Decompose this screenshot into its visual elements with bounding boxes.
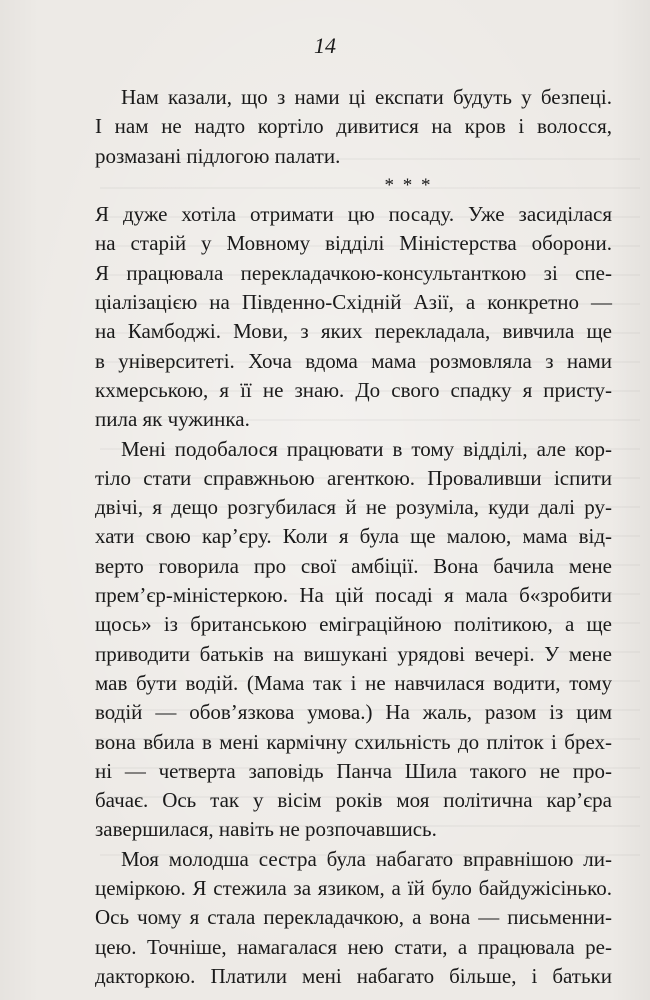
text-line: Нам казали, що з нами ці експати будуть у безпеці. xyxy=(121,85,612,109)
text-line: двічі, я дещо розгубилася й не розуміла, куди далі ру- xyxy=(95,495,612,520)
text-line: цею. Точніше, намагалася нею стати, а працювала ре- xyxy=(95,934,612,959)
text-line: мав бути водій. (Мама так і не навчилася водити, тому xyxy=(95,670,612,695)
text-line: водій — обов’язкова умова.) На жаль, разом із цим xyxy=(95,700,612,725)
text-line: Мені подобалося працювати в тому відділі, але кор- xyxy=(121,436,612,461)
text-line: розмазані підлогою палати. xyxy=(95,143,341,168)
body-text xyxy=(95,83,612,991)
text-line: щось» із британською еміграційною політикою, а ще xyxy=(95,612,612,637)
text-line: прем’єр-міністеркою. На цій посаді я мала б«зробити xyxy=(95,583,612,608)
page-number: 14 xyxy=(314,33,336,58)
text-line: Я працювала перекладачкою-консультанткою зі спе- xyxy=(95,260,612,285)
text-line: Я дуже хотіла отримати цю посаду. Уже засиділася xyxy=(95,202,612,227)
text-line: Моя молодша сестра була набагато вправнішою ли- xyxy=(121,846,612,871)
text-line: ні — четверта заповідь Панча Шила такого не про- xyxy=(95,758,612,783)
text-line: на Камбоджі. Мови, з яких перекладала, вивчила ще xyxy=(95,319,612,344)
text-line: кхмерською, я її не знаю. До свого спадку я присту- xyxy=(95,377,612,402)
text-line: Ось чому я стала перекладачкою, а вона — письменни- xyxy=(95,905,612,930)
section-separator: * * * xyxy=(384,174,433,196)
text-line: ціалізацією на Південно-Східній Азії, а конкретно — xyxy=(95,290,612,315)
text-line: тіло стати справжньою агенткою. Проваливши іспити xyxy=(95,465,612,490)
text-line: цеміркою. Я стежила за язиком, а їй було байдужісінько. xyxy=(95,876,612,901)
text-line: вона вбила в мені кармічну схильність до пліток і брех- xyxy=(95,729,612,754)
text-line: на старій у Мовному відділі Міністерства оборони. xyxy=(95,231,612,256)
text-line: завершилася, навіть не розпочавшись. xyxy=(95,817,437,842)
text-line: приводити батьків на вишукані урядові вечері. У мене xyxy=(95,641,612,666)
text-line: в університеті. Хоча вдома мама розмовляла з нами xyxy=(95,348,612,373)
text-line: верто говорила про свої амбіції. Вона бачила мене xyxy=(95,553,612,578)
text-line: бачає. Ось так у вісім років моя політична кар’єра xyxy=(95,788,612,813)
text-line: дакторкою. Платили мені набагато більше, і батьки xyxy=(95,963,612,988)
text-line: пила як чужинка. xyxy=(95,407,250,432)
text-line: хати свою кар’єру. Коли я була ще малою, мама від- xyxy=(95,524,612,549)
text-line: І нам не надто кортіло дивитися на кров і волосся, xyxy=(95,114,612,139)
